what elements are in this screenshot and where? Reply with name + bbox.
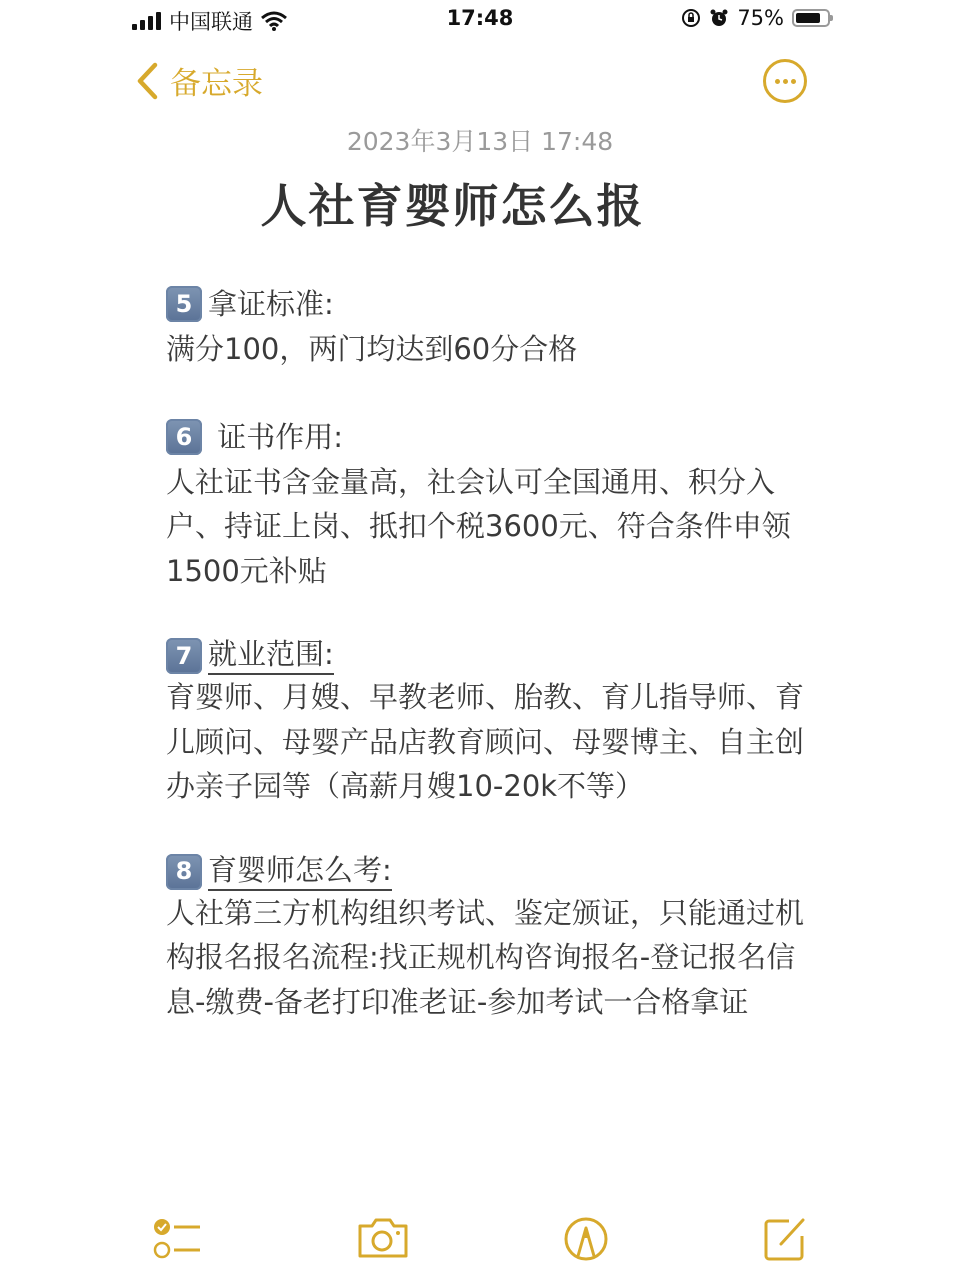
- orientation-lock-icon: [681, 8, 701, 28]
- section-heading-text: 证书作用:: [208, 420, 343, 454]
- camera-icon: [356, 1216, 410, 1260]
- status-right: [681, 6, 830, 30]
- note-section: [166, 415, 806, 593]
- note-section: [166, 282, 806, 371]
- section-heading: [166, 853, 806, 891]
- note-title[interactable]: 人社育婴师怎么报: [260, 179, 645, 233]
- section-heading-text: 拿证标准:: [208, 287, 334, 321]
- note-section: [166, 853, 806, 1025]
- section-body: 人社第三方机构组织考试、鉴定颁证，只能通过机构报名报名流程:找正规机构咨询报名-登记报名信息-缴费-备老打印准老证-参加考试一合格拿证: [166, 895, 805, 1019]
- carrier-label: 中国联通: [169, 10, 253, 34]
- section-heading-text: 育婴师怎么考:: [208, 853, 392, 891]
- battery-percent: 75%: [737, 6, 784, 30]
- note-section: [166, 637, 806, 809]
- ellipsis-dot: [783, 79, 788, 84]
- markup-pen-icon: [563, 1216, 609, 1262]
- bottom-toolbar: [0, 1210, 960, 1270]
- markup-button[interactable]: [563, 1216, 609, 1266]
- section-heading: [166, 637, 806, 675]
- section-body: 育婴师、月嫂、早教老师、胎教、育儿指导师、育儿顾问、母婴产品店教育顾问、母婴博主、自主创办亲子园等（高薪月嫂10-20k不等）: [166, 680, 805, 803]
- alarm-icon: [709, 8, 729, 28]
- section-body: 满分100，两门均达到60分合格: [166, 331, 578, 366]
- section-heading: [166, 415, 806, 460]
- ellipsis-dot: [775, 79, 780, 84]
- checklist-button[interactable]: [152, 1216, 204, 1266]
- section-body: 人社证书含金量高，社会认可全国通用、积分入户、持证上岗、抵扣个税3600元、符合条件申领1500元补贴: [166, 464, 791, 588]
- status-time: 17:48: [446, 6, 514, 30]
- nav-bar: [0, 56, 960, 108]
- checklist-icon: [152, 1216, 204, 1262]
- note-body[interactable]: [166, 282, 806, 1068]
- status-bar: [0, 0, 960, 40]
- keycap-6-icon: 6: [166, 419, 202, 455]
- chevron-left-icon: [136, 62, 158, 100]
- section-heading-text: 就业范围:: [208, 637, 334, 675]
- compose-button[interactable]: [763, 1216, 809, 1266]
- note-date: 2023年3月13日 17:48: [346, 127, 614, 156]
- back-label: 备忘录: [170, 66, 263, 102]
- camera-button[interactable]: [356, 1216, 410, 1264]
- back-button[interactable]: [136, 58, 263, 103]
- section-heading: [166, 282, 806, 327]
- battery-icon: [792, 9, 830, 27]
- keycap-8-icon: 8: [166, 854, 202, 890]
- keycap-5-icon: 5: [166, 286, 202, 322]
- keycap-7-icon: 7: [166, 638, 202, 674]
- ellipsis-dot: [791, 79, 796, 84]
- compose-icon: [763, 1216, 809, 1262]
- more-options-button[interactable]: [763, 59, 807, 103]
